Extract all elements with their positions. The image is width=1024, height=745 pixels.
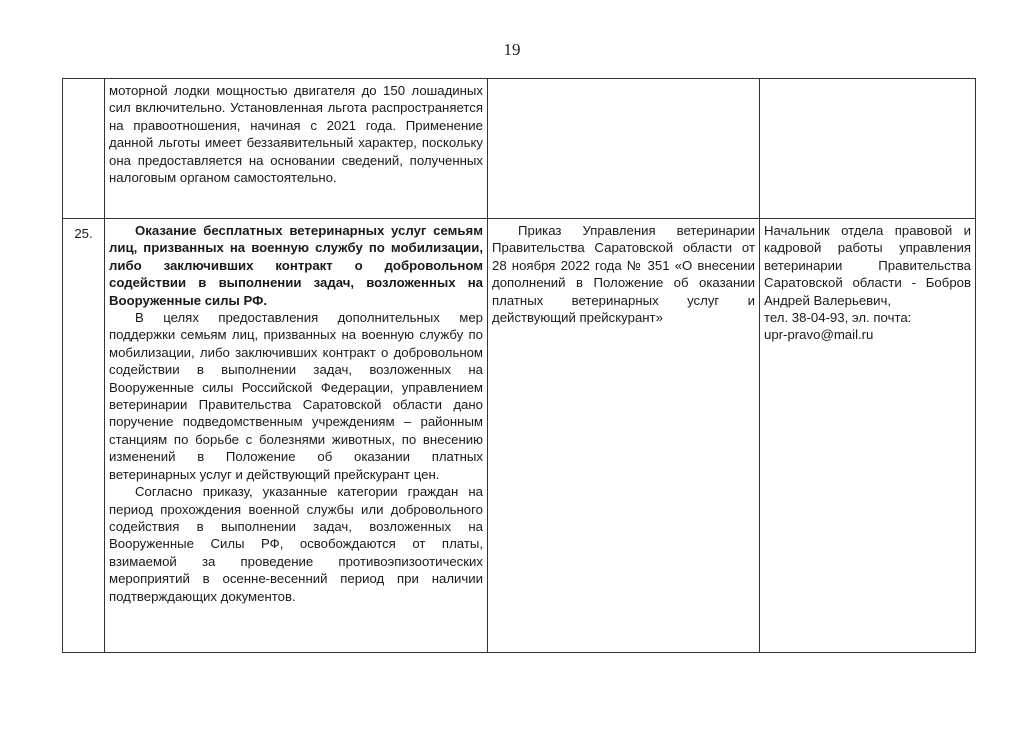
row-number-cell: 25. xyxy=(63,219,105,653)
table-row xyxy=(63,219,976,653)
measures-table xyxy=(62,78,976,653)
page-number: 19 xyxy=(503,40,521,59)
row-number-cell xyxy=(63,79,105,219)
table-row xyxy=(63,79,976,219)
description-paragraph: моторной лодки мощностью двигателя до 150 лошадиных сил включительно. Установленная льгота распространяется на правоотношения, начиная с 2021 года. Применение данной льготы имеет беззаявительный характер, поскольку она предоставляется на основании сведений, полученных налоговым органом самостоятельно. xyxy=(109,83,483,186)
contact-email: upr-pravo@mail.ru xyxy=(764,327,874,343)
description-cell xyxy=(105,79,488,219)
contact-cell xyxy=(760,219,976,653)
description-cell xyxy=(105,219,488,653)
measure-title: Оказание бесплатных ветеринарных услуг семьям лиц, призванных на военную службу по мобилизации, либо заключивших контракт о добровольном содействии в выполнении задач, возложенных на Вооруженные силы РФ. xyxy=(109,223,483,308)
description-paragraph: В целях предоставления дополнительных мер поддержки семьям лиц, призванных на военную службу по мобилизации, либо заключивших контракт о добровольном содействии в выполнении задач, возложенных на Вооруженные силы Российской Федерации, управлением ветеринарии Правительства Саратовской области дано поручение подведомственным учреждениям – районным станциям по борьбе с болезнями животных, по внесению изменений в Положение об оказании платных ветеринарных услуг и действующий прейскурант цен. xyxy=(109,310,483,482)
contact-cell xyxy=(760,79,976,219)
contact-position: Начальник отдела правовой и кадровой работы управления ветеринарии Правительства Саратовской области - Бобров Андрей Валерьевич, xyxy=(764,223,971,308)
contact-phone: тел. 38-04-93, эл. почта: xyxy=(764,310,912,326)
description-paragraph: Согласно приказу, указанные категории граждан на период прохождения военной службы или добровольного содействия в выполнении задач, возложенных на Вооруженные Силы РФ, освобождаются от платы, взимаемой за проведение противоэпизоотических мероприятий в осенне-весенний период при наличии подтверждающих документов. xyxy=(109,484,483,604)
document-cell xyxy=(488,219,760,653)
document-cell xyxy=(488,79,760,219)
document-reference: Приказ Управления ветеринарии Правительства Саратовской области от 28 ноября 2022 года № 351 «О внесении дополнений в Положение об оказании платных ветеринарных услуг и действующий прейскурант» xyxy=(492,223,755,326)
